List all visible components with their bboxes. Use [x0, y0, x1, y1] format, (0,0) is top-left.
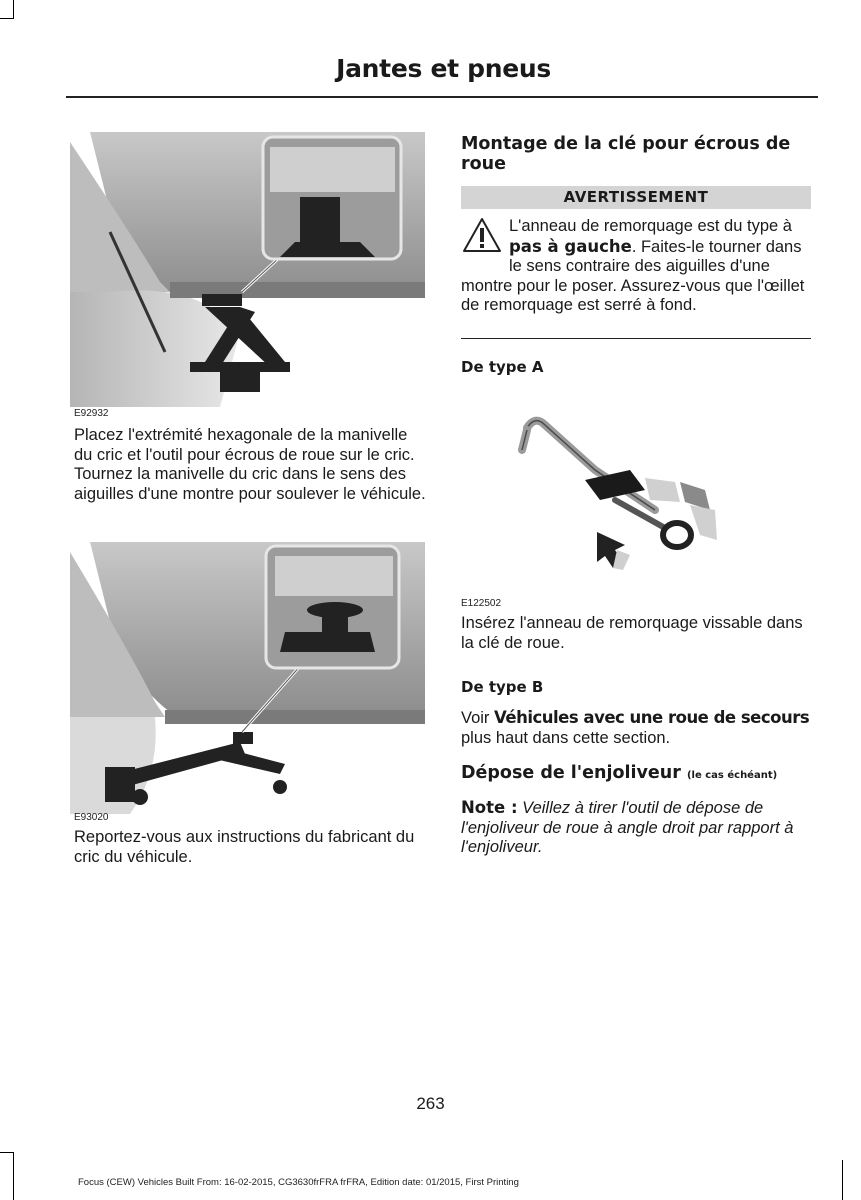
figure-code: E92932 [74, 408, 109, 419]
page-number: 263 [416, 1094, 445, 1113]
section-heading-wheel-nut-wrench: Montage de la clé pour écrous de roue [461, 134, 791, 174]
note-label: Note : [461, 798, 518, 817]
paragraph-jack-instructions: Placez l'extrémité hexagonale de la manivelle du cric et l'outil pour écrous de roue sur le cric. Tournez la manivelle du cric dans le sens des aiguilles d'une montre pour soulever le véhicule. [74, 426, 426, 503]
crop-mark [842, 1160, 843, 1200]
header-rule [66, 96, 818, 98]
paragraph-see-spare-wheel [461, 708, 813, 748]
crop-mark [13, 0, 14, 18]
warning-bottom-rule [461, 338, 811, 339]
warning-text-post: . Faites-le tourner dans le sens contraire des aiguilles d'une montre pour le poser. Assurez-vous que l'œillet de remorquage est serré à fond. [461, 237, 805, 314]
note-text: Veillez à tirer l'outil de dépose de l'enjoliveur de roue à angle droit par rapport à l'enjoliveur. [461, 799, 794, 856]
subheading-type-b: De type B [461, 678, 544, 696]
heading-qualifier: (le cas échéant) [686, 770, 778, 781]
page-title: Jantes et pneus [336, 54, 551, 83]
figure-code: E93020 [74, 812, 109, 823]
note-paragraph [461, 798, 813, 858]
crop-mark [13, 1152, 14, 1200]
warning-text [461, 217, 813, 316]
crop-mark [0, 1152, 14, 1153]
warning-label: AVERTISSEMENT [461, 186, 811, 209]
floor-jack-illustration [70, 542, 425, 814]
paragraph-insert-towing-eye: Insérez l'anneau de remorquage vissable dans la clé de roue. [461, 614, 803, 652]
warning-indent [461, 217, 509, 275]
heading-text: Dépose de l'enjoliveur [461, 763, 681, 783]
crop-mark [0, 18, 14, 19]
paragraph-jack-manufacturer: Reportez-vous aux instructions du fabricant du cric du véhicule. [74, 828, 415, 866]
footer-edition-info: Focus (CEW) Vehicles Built From: 16-02-2015, CG3630frFRA frFRA, Edition date: 01/2015, First Printing [78, 1177, 519, 1188]
wheel-wrench-towing-eye-illustration [505, 410, 735, 580]
figure-code: E122502 [461, 598, 502, 609]
cross-reference-link[interactable]: Véhicules avec une roue de secours [494, 708, 810, 727]
warning-text-bold: pas à gauche [509, 236, 632, 256]
see-suffix: plus haut dans cette section. [461, 728, 671, 747]
see-prefix: Voir [461, 709, 495, 727]
warning-text-pre: L'anneau de remorquage est du type à [509, 217, 792, 235]
subheading-type-a: De type A [461, 358, 544, 376]
scissor-jack-illustration [70, 132, 425, 407]
section-heading-wheel-trim-removal [461, 763, 813, 786]
